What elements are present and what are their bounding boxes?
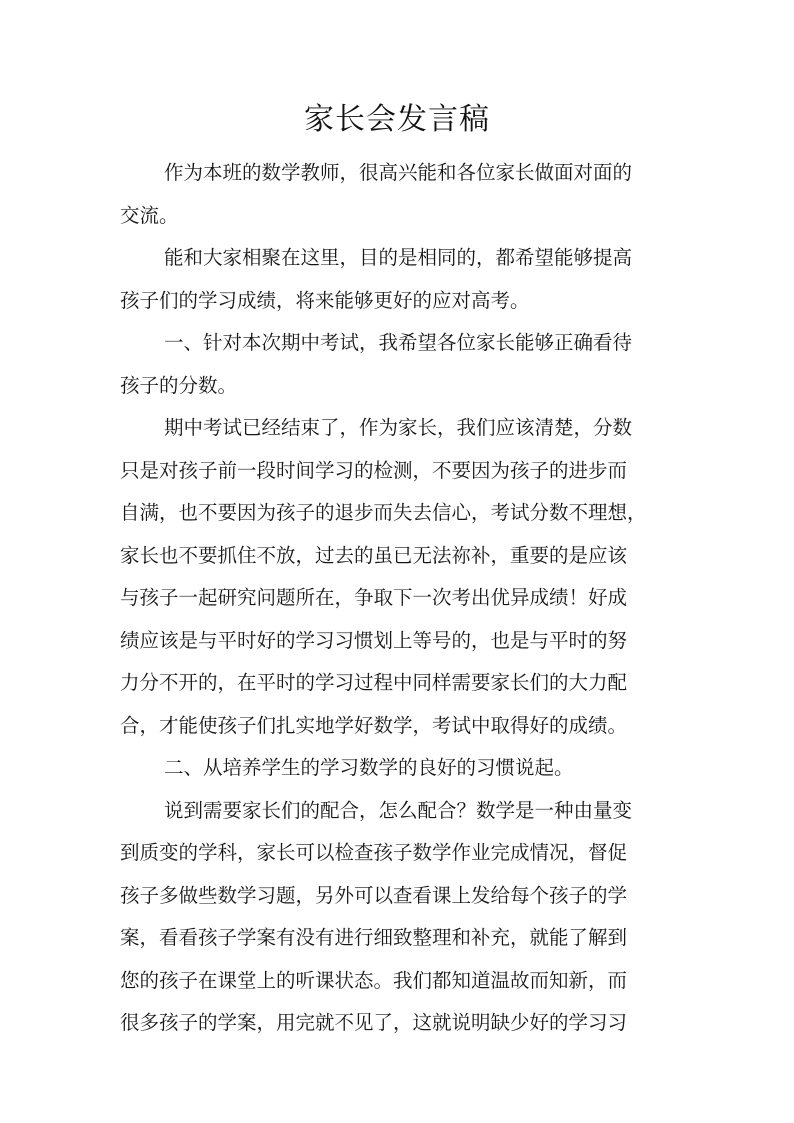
document-title: 家长会发言稿 — [304, 102, 490, 137]
paragraph-line: 能和大家相聚在这里，目的是相同的，都希望能够提高 — [164, 246, 633, 269]
paragraph-line: 您的孩子在课堂上的听课状态。我们都知道温故而知新，而 — [120, 968, 628, 992]
paragraph-line: 与孩子一起研究问题所在，争取下一次考出优异成绩！好成 — [120, 586, 628, 609]
paragraph-line: 到质变的学科，家长可以检查孩子数学作业完成情况，督促 — [120, 841, 628, 864]
paragraph-line: 孩子多做些数学习题，另外可以查看课上发给每个孩子的学 — [120, 883, 628, 907]
paragraph-line: 作为本班的数学教师，很高兴能和各位家长做面对面的 — [164, 161, 633, 184]
paragraph-line: 家长也不要抓住不放，过去的虽已无法祢补，重要的是应该 — [120, 543, 628, 567]
paragraph-line: 绩应该是与平时好的学习习惯划上等号的，也是与平时的努 — [120, 628, 628, 652]
document-body — [120, 152, 680, 1045]
paragraph-line: 自满，也不要因为孩子的退步而失去信心，考试分数不理想， — [120, 501, 647, 524]
paragraph-line: 力分不开的，在平时的学习过程中同样需要家长们的大力配 — [120, 671, 628, 694]
paragraph-line: 只是对孩子前一段时间学习的检测，不要因为孩子的进步而 — [120, 458, 628, 482]
section-heading-line: 一、针对本次期中考试，我希望各位家长能够正确看待 — [164, 331, 633, 354]
paragraph-line: 案，看看孩子学案有没有进行细致整理和补充，就能了解到 — [120, 926, 628, 949]
paragraph-line: 孩子们的学习成绩，将来能够更好的应对高考。 — [120, 288, 530, 312]
paragraph-line: 说到需要家长们的配合，怎么配合？数学是一种由量变 — [164, 798, 633, 822]
paragraph-line: 交流。 — [120, 203, 179, 227]
section-heading-line: 二、从培养学生的学习数学的良好的习惯说起。 — [164, 756, 574, 779]
section-heading-line: 孩子的分数。 — [120, 373, 238, 397]
paragraph-line: 合，才能使孩子们扎实地学好数学，考试中取得好的成绩。 — [120, 713, 628, 737]
paragraph-line: 期中考试已经结束了，作为家长，我们应该清楚，分数 — [164, 416, 633, 439]
paragraph-line: 很多孩子的学案，用完就不见了，这就说明缺少好的学习习 — [120, 1011, 628, 1034]
